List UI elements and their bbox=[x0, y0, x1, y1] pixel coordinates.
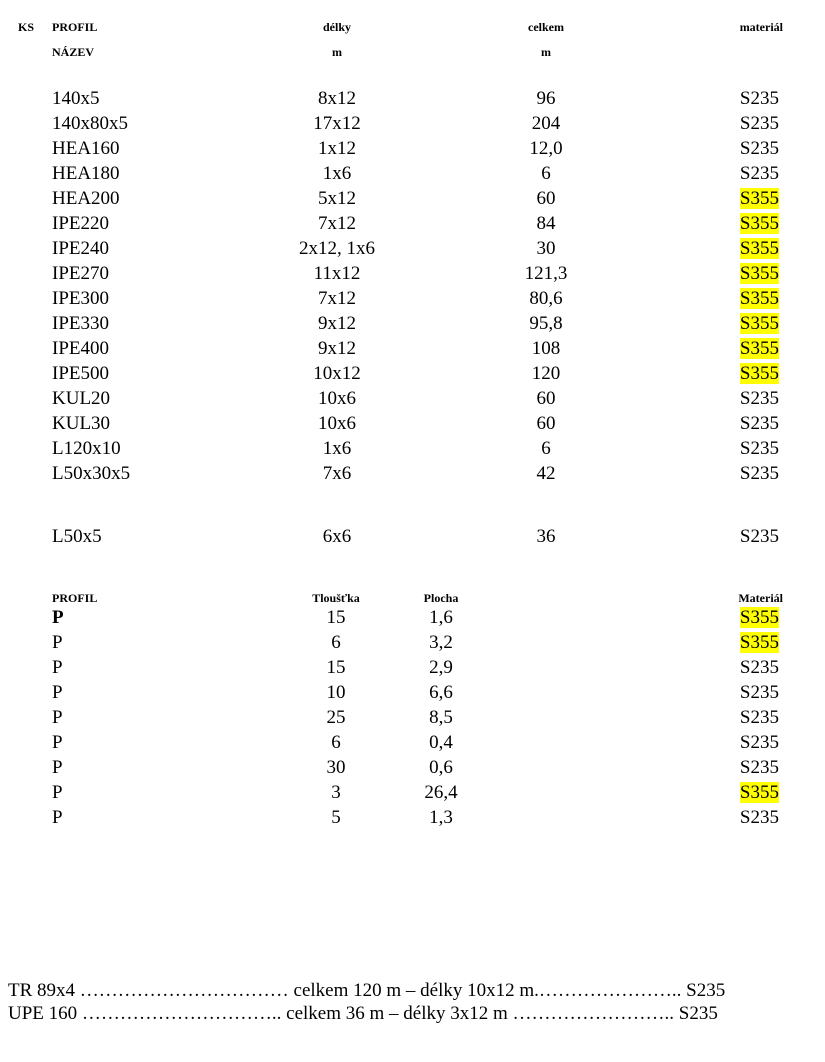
cell-plocha: 1,3 bbox=[429, 807, 453, 828]
cell-material: S235 bbox=[739, 682, 779, 703]
cell-delky: 1x6 bbox=[322, 163, 352, 184]
material-highlight: S355 bbox=[739, 213, 779, 234]
cell-material bbox=[740, 261, 779, 286]
cell-delky: 9x12 bbox=[318, 338, 356, 359]
cell-plocha: 8,5 bbox=[429, 707, 453, 728]
cell-delky: 6x6 bbox=[322, 526, 352, 547]
table-row bbox=[0, 436, 825, 461]
cell-celkem: 36 bbox=[536, 526, 556, 547]
cell-profil: HEA160 bbox=[52, 138, 120, 159]
cell-material: S235 bbox=[739, 113, 779, 134]
cell-celkem: 60 bbox=[536, 388, 556, 409]
header2-plocha: Plocha bbox=[423, 591, 459, 605]
header-profil: PROFIL bbox=[52, 20, 98, 34]
table-row bbox=[0, 411, 825, 436]
table-row bbox=[0, 111, 825, 136]
table-row bbox=[0, 361, 825, 386]
cell-material bbox=[740, 630, 779, 655]
cell-delky: 5x12 bbox=[318, 188, 356, 209]
cell-tloustka: 5 bbox=[331, 807, 341, 828]
cell-profil: IPE500 bbox=[52, 363, 109, 384]
cell-material bbox=[740, 361, 779, 386]
header-delky-unit: m bbox=[332, 45, 342, 59]
cell-profil: L50x5 bbox=[52, 526, 102, 547]
cell-profil: KUL20 bbox=[52, 388, 111, 409]
cell-celkem: 108 bbox=[531, 338, 561, 359]
cell-profil: IPE220 bbox=[52, 213, 109, 234]
cell-tloustka: 25 bbox=[326, 707, 346, 728]
cell-material: S235 bbox=[739, 463, 779, 484]
cell-delky: 10x6 bbox=[318, 388, 356, 409]
table-row bbox=[0, 730, 825, 755]
cell-profil: IPE330 bbox=[52, 313, 109, 334]
table-row bbox=[0, 680, 825, 705]
cell-tloustka: 3 bbox=[331, 782, 341, 803]
cell-material: S235 bbox=[739, 707, 779, 728]
cell-profil: HEA180 bbox=[52, 163, 120, 184]
table-row bbox=[0, 655, 825, 680]
header-celkem: celkem bbox=[528, 20, 564, 34]
cell-celkem: 95,8 bbox=[529, 313, 563, 334]
cell-tloustka: 30 bbox=[326, 757, 346, 778]
cell-delky: 1x12 bbox=[318, 138, 356, 159]
cell-material: S235 bbox=[739, 657, 779, 678]
cell-delky: 2x12, 1x6 bbox=[299, 238, 375, 259]
cell-delky: 7x12 bbox=[318, 288, 356, 309]
material-highlight: S355 bbox=[739, 632, 779, 653]
header-material: materiál bbox=[739, 20, 783, 34]
cell-delky: 7x12 bbox=[318, 213, 356, 234]
cell-material bbox=[740, 605, 779, 630]
cell-tloustka: 10 bbox=[326, 682, 346, 703]
cell-delky: 9x12 bbox=[318, 313, 356, 334]
cell-tloustka: 15 bbox=[326, 657, 346, 678]
table-row bbox=[0, 86, 825, 111]
table-row bbox=[0, 186, 825, 211]
cell-plocha: 2,9 bbox=[429, 657, 453, 678]
cell-delky: 1x6 bbox=[322, 438, 352, 459]
material-highlight: S355 bbox=[739, 782, 779, 803]
cell-profil: P bbox=[52, 682, 63, 703]
table-row bbox=[0, 161, 825, 186]
table-row bbox=[0, 136, 825, 161]
table-row bbox=[0, 311, 825, 336]
header-ks: KS bbox=[18, 20, 35, 34]
cell-plocha: 6,6 bbox=[429, 682, 453, 703]
cell-material bbox=[740, 311, 779, 336]
cell-profil: P bbox=[52, 757, 63, 778]
cell-material: S235 bbox=[739, 413, 779, 434]
material-highlight: S355 bbox=[739, 288, 779, 309]
cell-plocha: 0,4 bbox=[429, 732, 453, 753]
cell-material: S235 bbox=[739, 807, 779, 828]
cell-plocha: 26,4 bbox=[424, 782, 458, 803]
cell-celkem: 6 bbox=[541, 438, 551, 459]
cell-delky: 7x6 bbox=[322, 463, 352, 484]
cell-celkem: 60 bbox=[536, 413, 556, 434]
material-highlight: S355 bbox=[739, 188, 779, 209]
table-row bbox=[0, 630, 825, 655]
material-highlight: S355 bbox=[739, 607, 779, 628]
header2-profil: PROFIL bbox=[52, 591, 98, 605]
cell-profil: P bbox=[52, 632, 63, 653]
cell-profil: IPE300 bbox=[52, 288, 109, 309]
cell-material: S235 bbox=[739, 388, 779, 409]
header-celkem-unit: m bbox=[541, 45, 551, 59]
cell-delky: 8x12 bbox=[318, 88, 356, 109]
material-highlight: S355 bbox=[739, 238, 779, 259]
cell-material bbox=[740, 780, 779, 805]
header2-tloustka: Tloušťka bbox=[312, 591, 360, 605]
cell-profil: P bbox=[52, 657, 63, 678]
cell-plocha: 1,6 bbox=[429, 607, 453, 628]
material-highlight: S355 bbox=[739, 363, 779, 384]
cell-material bbox=[740, 336, 779, 361]
material-highlight: S355 bbox=[739, 263, 779, 284]
cell-profil: 140x80x5 bbox=[52, 113, 128, 134]
cell-tloustka: 6 bbox=[331, 732, 341, 753]
cell-profil: IPE240 bbox=[52, 238, 109, 259]
header-delky: délky bbox=[322, 20, 351, 34]
cell-celkem: 121,3 bbox=[524, 263, 568, 284]
cell-celkem: 42 bbox=[536, 463, 556, 484]
cell-celkem: 84 bbox=[536, 213, 556, 234]
material-highlight: S355 bbox=[739, 338, 779, 359]
cell-tloustka: 6 bbox=[331, 632, 341, 653]
cell-profil: P bbox=[52, 807, 63, 828]
cell-tloustka: 15 bbox=[326, 607, 346, 628]
table-row bbox=[0, 705, 825, 730]
cell-material bbox=[740, 286, 779, 311]
cell-delky: 11x12 bbox=[313, 263, 361, 284]
cell-celkem: 120 bbox=[531, 363, 561, 384]
table-row bbox=[0, 386, 825, 411]
cell-profil: KUL30 bbox=[52, 413, 111, 434]
cell-material: S235 bbox=[739, 732, 779, 753]
cell-plocha: 0,6 bbox=[429, 757, 453, 778]
cell-material: S235 bbox=[739, 88, 779, 109]
footer-line-upe160: UPE 160 ………………………….. celkem 36 m – délky 3x12 m …………………….. S235 bbox=[8, 1003, 718, 1024]
cell-material bbox=[740, 236, 779, 261]
cell-celkem: 96 bbox=[536, 88, 556, 109]
table-row bbox=[0, 805, 825, 830]
cell-profil: L50x30x5 bbox=[52, 463, 131, 484]
header-nazev: NÁZEV bbox=[52, 45, 95, 59]
cell-celkem: 30 bbox=[536, 238, 556, 259]
material-highlight: S355 bbox=[739, 313, 779, 334]
table-row bbox=[0, 286, 825, 311]
cell-celkem: 204 bbox=[531, 113, 561, 134]
cell-celkem: 60 bbox=[536, 188, 556, 209]
cell-profil: P bbox=[52, 607, 64, 628]
cell-material: S235 bbox=[739, 757, 779, 778]
table-row bbox=[0, 336, 825, 361]
cell-profil: IPE270 bbox=[52, 263, 109, 284]
cell-profil: L120x10 bbox=[52, 438, 121, 459]
table-row bbox=[0, 236, 825, 261]
cell-material bbox=[740, 211, 779, 236]
table-row bbox=[0, 780, 825, 805]
table-row bbox=[0, 211, 825, 236]
table-row bbox=[0, 261, 825, 286]
cell-profil: P bbox=[52, 782, 63, 803]
cell-material: S235 bbox=[739, 526, 779, 547]
table-row bbox=[0, 605, 825, 630]
cell-profil: IPE400 bbox=[52, 338, 109, 359]
cell-profil: HEA200 bbox=[52, 188, 120, 209]
cell-material: S235 bbox=[739, 138, 779, 159]
table-row bbox=[0, 524, 825, 549]
cell-profil: P bbox=[52, 732, 63, 753]
cell-celkem: 12,0 bbox=[529, 138, 563, 159]
cell-material: S235 bbox=[739, 438, 779, 459]
cell-celkem: 80,6 bbox=[529, 288, 563, 309]
cell-profil: 140x5 bbox=[52, 88, 100, 109]
cell-profil: P bbox=[52, 707, 63, 728]
table-row bbox=[0, 755, 825, 780]
header2-material: Materiál bbox=[738, 591, 783, 605]
cell-plocha: 3,2 bbox=[429, 632, 453, 653]
cell-material: S235 bbox=[739, 163, 779, 184]
cell-delky: 17x12 bbox=[313, 113, 361, 134]
cell-delky: 10x12 bbox=[313, 363, 361, 384]
table-row bbox=[0, 461, 825, 486]
cell-delky: 10x6 bbox=[318, 413, 356, 434]
cell-celkem: 6 bbox=[541, 163, 551, 184]
footer-line-tr89x4: TR 89x4 …………………………… celkem 120 m – délky 10x12 m.………………….. S235 bbox=[8, 980, 726, 1001]
cell-material bbox=[740, 186, 779, 211]
